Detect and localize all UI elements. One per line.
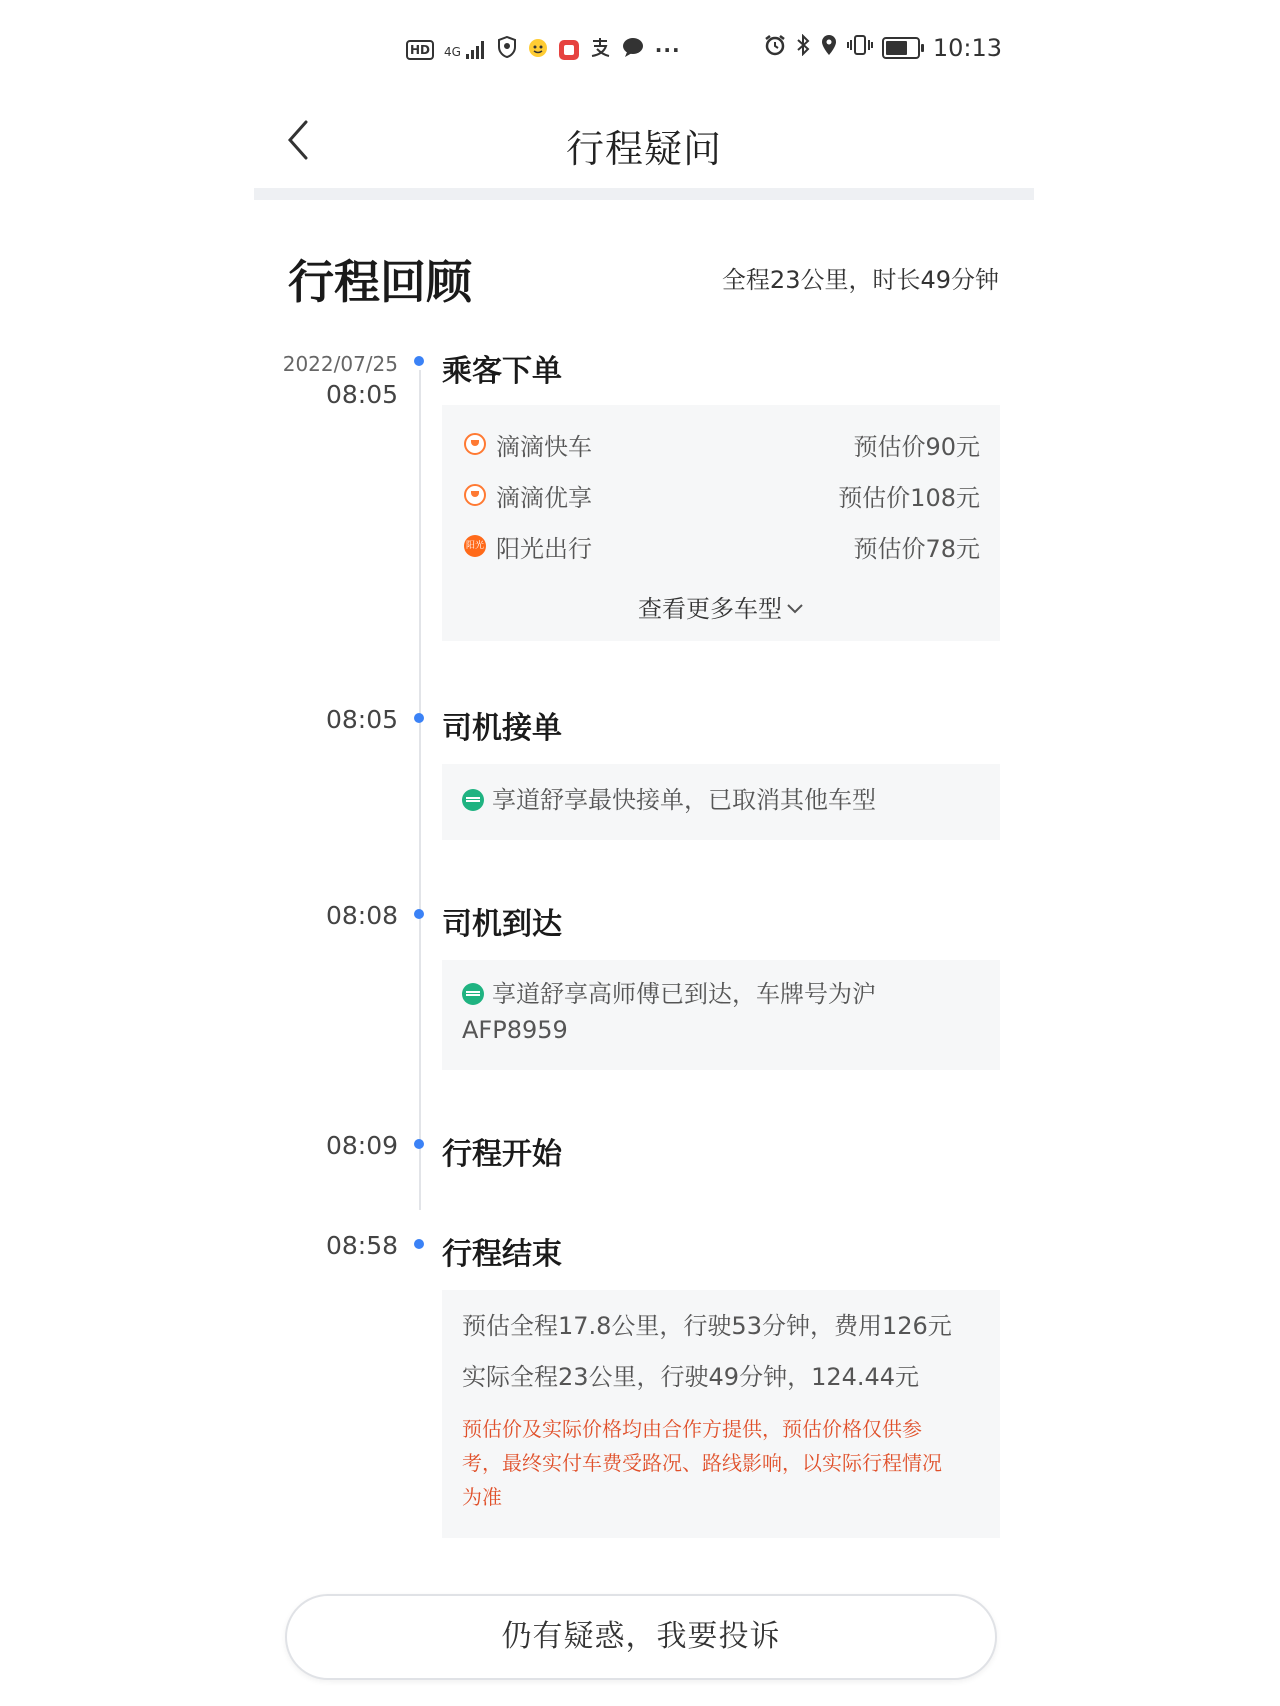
location-icon — [820, 34, 838, 62]
more-car-types-label: 查看更多车型 — [638, 595, 782, 623]
didi-icon — [464, 433, 486, 455]
signal-icon — [444, 40, 487, 60]
emoji-app-icon — [527, 36, 549, 64]
event-title: 行程结束 — [442, 1237, 562, 1272]
red-app-icon — [559, 40, 579, 60]
review-title: 行程回顾 — [288, 255, 472, 309]
event-time: 08:05 — [325, 380, 398, 409]
chat-icon — [621, 36, 645, 64]
nav-bar — [254, 100, 1034, 190]
event-note-line2: AFP8959 — [462, 1016, 568, 1044]
network-label: 4G — [444, 45, 461, 59]
more-dots-icon: ··· — [654, 38, 681, 62]
disclaimer-line2: 考，最终实付车费受路况、路线影响，以实际行程情况 — [462, 1451, 942, 1475]
status-left-icons — [406, 36, 681, 64]
driver-arrive-card — [442, 960, 1000, 1070]
event-note-text: 享道舒享最快接单，已取消其他车型 — [492, 786, 876, 814]
vpn-icon — [497, 36, 517, 64]
trip-end-card — [442, 1290, 1000, 1538]
list-item — [462, 529, 980, 565]
event-note-line1: 享道舒享高师傅已到达，车牌号为沪 — [492, 980, 876, 1008]
event-title: 乘客下单 — [442, 354, 562, 389]
car-type-price: 预估价108元 — [838, 484, 980, 512]
xiangdao-icon — [462, 983, 484, 1005]
alarm-icon — [764, 34, 786, 62]
event-note — [462, 782, 940, 818]
event-date: 2022/07/25 — [282, 352, 398, 376]
car-type-price: 预估价78元 — [853, 535, 980, 563]
more-car-types-link[interactable] — [442, 589, 1000, 624]
list-item — [462, 478, 980, 514]
timeline-dot — [414, 1139, 424, 1149]
event-title: 行程开始 — [442, 1137, 562, 1172]
nav-divider — [254, 188, 1034, 200]
vibrate-icon — [847, 34, 873, 62]
didi-icon — [464, 484, 486, 506]
car-type-name: 阳光出行 — [496, 535, 592, 563]
disclaimer-line1: 预估价及实际价格均由合作方提供，预估价格仅供参 — [462, 1417, 922, 1441]
event-time: 08:08 — [325, 901, 398, 930]
event-title: 司机到达 — [442, 907, 562, 942]
status-right-icons — [764, 34, 1002, 62]
driver-accept-card — [442, 764, 1000, 840]
hd-icon: HD — [406, 40, 434, 60]
list-item — [462, 427, 980, 463]
chevron-down-icon — [786, 603, 804, 615]
estimated-summary: 预估全程17.8公里，行驶53分钟，费用126元 — [462, 1312, 952, 1340]
page-title: 行程疑问 — [565, 127, 722, 171]
car-type-name: 滴滴快车 — [496, 433, 592, 461]
battery-level — [886, 41, 907, 55]
disclaimer-line3: 为准 — [462, 1485, 502, 1509]
event-time: 08:05 — [325, 705, 398, 734]
car-type-price: 预估价90元 — [853, 433, 980, 461]
price-disclaimer — [462, 1412, 980, 1514]
timeline-dot — [414, 356, 424, 366]
timeline-dot — [414, 909, 424, 919]
bluetooth-icon — [795, 34, 811, 62]
actual-summary: 实际全程23公里，行驶49分钟，124.44元 — [462, 1363, 920, 1391]
event-title: 司机接单 — [442, 711, 562, 746]
car-type-name: 滴滴优享 — [496, 484, 592, 512]
battery-icon — [882, 37, 920, 59]
order-options-card — [442, 405, 1000, 641]
sunshine-icon: 阳光 — [464, 535, 486, 557]
timeline-dot — [414, 713, 424, 723]
status-time: 10:13 — [932, 34, 1002, 62]
timeline-dot — [414, 1239, 424, 1249]
status-bar — [0, 0, 1280, 100]
event-time: 08:58 — [325, 1231, 398, 1260]
review-summary: 全程23公里，时长49分钟 — [721, 266, 999, 294]
timeline-line — [419, 370, 421, 1210]
xiangdao-icon — [462, 789, 484, 811]
alipay-icon — [589, 36, 611, 64]
complain-button[interactable]: 仍有疑惑，我要投诉 — [285, 1594, 997, 1680]
event-time: 08:09 — [325, 1131, 398, 1160]
event-note — [462, 976, 940, 1048]
